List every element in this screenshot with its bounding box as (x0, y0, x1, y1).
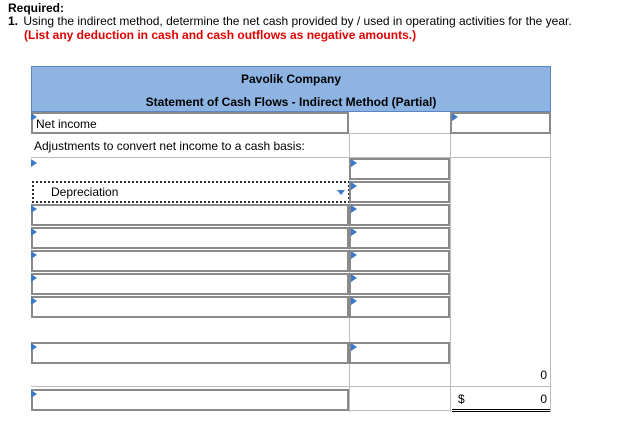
row-marker-icon (31, 205, 37, 213)
net-income-amount-input[interactable] (450, 112, 551, 134)
depreciation-amount-input[interactable] (349, 181, 450, 203)
adjustment-amount-input-5[interactable] (349, 273, 450, 295)
adjustment-label-input-4[interactable] (31, 250, 349, 272)
double-underline (452, 411, 550, 412)
net-income-col1 (349, 112, 450, 134)
adjustment-amount-input-6[interactable] (349, 296, 450, 318)
net-income-label-input[interactable]: Net income (31, 112, 349, 134)
row-marker-icon (31, 390, 37, 398)
subtotal-label (31, 365, 349, 387)
adjustment-label-input-5[interactable] (31, 273, 349, 295)
row-marker-icon (31, 343, 37, 351)
row-marker-icon (351, 205, 357, 213)
row-marker-icon (351, 251, 357, 259)
depreciation-select[interactable] (32, 181, 350, 203)
row-marker-icon (31, 297, 37, 305)
row-marker-icon (351, 274, 357, 282)
depreciation-select-value: Depreciation (51, 185, 119, 199)
total-value: 0 (540, 392, 547, 406)
adjustment-amount-input-1[interactable] (349, 158, 450, 180)
adjustment-amount-input-7[interactable] (349, 342, 450, 364)
currency-symbol: $ (458, 392, 465, 406)
row-marker-icon (351, 297, 357, 305)
adjustment-label-input-6[interactable] (31, 296, 349, 318)
adjustment-amount-input-4[interactable] (349, 250, 450, 272)
row-marker-icon (31, 251, 37, 259)
adjustments-label: Adjustments to convert net income to a cash basis: (31, 136, 349, 158)
subtotal-col1 (349, 365, 450, 387)
total-col1 (349, 389, 450, 411)
required-heading: Required: (8, 1, 65, 15)
row-marker-icon (351, 182, 357, 190)
chevron-down-icon[interactable] (335, 186, 347, 198)
statement-banner (31, 66, 551, 112)
adjustment-label-input-2[interactable] (31, 204, 349, 226)
row-marker-icon (351, 228, 357, 236)
double-underline (452, 409, 550, 410)
total-label-input[interactable] (31, 389, 349, 411)
adjustment-label-input-3[interactable] (31, 227, 349, 249)
subtotal-value: 0 (450, 365, 551, 387)
cash-flow-statement (31, 66, 551, 412)
row-marker-icon (351, 343, 357, 351)
total-amount (450, 389, 551, 411)
adjustments-col2 (450, 136, 551, 158)
adjustment-amount-input-2[interactable] (349, 204, 450, 226)
row-marker-icon (31, 228, 37, 236)
instruction-note: (List any deduction in cash and cash outflows as negative amounts.) (24, 28, 417, 42)
row-marker-icon (31, 274, 37, 282)
question-text: Using the indirect method, determine the net cash provided by / used in operating activities for the year. (23, 14, 572, 28)
row-marker-icon (31, 159, 37, 167)
statement-title: Statement of Cash Flows - Indirect Method (Partial) (145, 95, 437, 109)
question-number: 1. (8, 14, 19, 28)
adjustment-amount-input-3[interactable] (349, 227, 450, 249)
company-name: Pavolik Company (240, 72, 342, 86)
adjustment-label-input-7[interactable] (31, 342, 349, 364)
adjustments-col1 (349, 136, 450, 158)
row-marker-icon (31, 113, 37, 121)
row-marker-icon (351, 159, 357, 167)
row-marker-icon (452, 113, 458, 121)
question-1 (8, 14, 572, 28)
